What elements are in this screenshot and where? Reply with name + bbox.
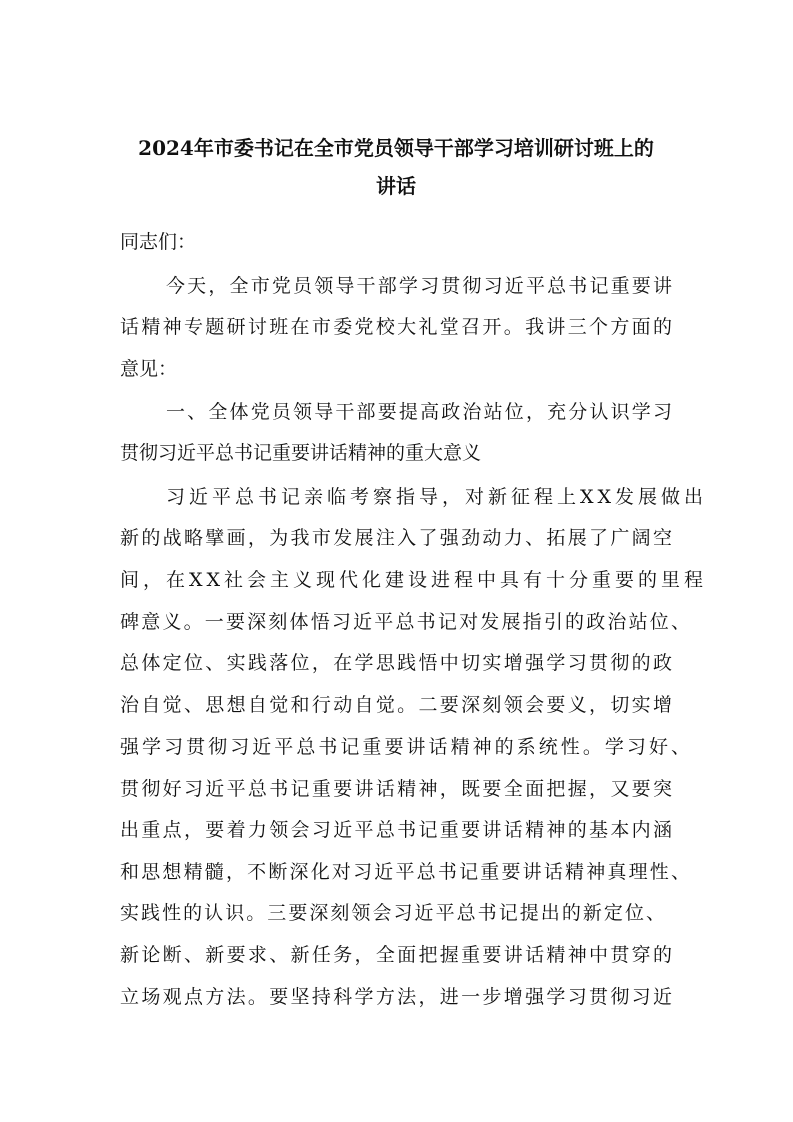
- body-line: 强学习贯彻习近平总书记重要讲话精神的系统性。学习好、: [120, 736, 690, 758]
- body-line: 话精神专题研讨班在市委党校大礼堂召开。我讲三个方面的: [120, 316, 672, 338]
- salutation: 同志们：: [120, 231, 197, 253]
- body-line: 新论断、新要求、新任务，全面把握重要讲话精神中贯穿的: [120, 944, 672, 966]
- section-heading-line: 一、全体党员领导干部要提高政治站位，充分认识学习: [166, 401, 672, 423]
- document-title-line-2: 讲话: [376, 174, 416, 198]
- body-line: 出重点，要着力领会习近平总书记重要讲话精神的基本内涵: [120, 819, 672, 841]
- body-line: 实践性的认识。三要深刻领会习近平总书记提出的新定位、: [120, 902, 665, 924]
- body-line: 立场观点方法。要坚持科学方法，进一步增强学习贯彻习近: [120, 986, 672, 1008]
- document-title-line-1: 2024年市委书记在全市党员领导干部学习培训研讨班上的: [138, 136, 654, 160]
- section-heading-line: 贯彻习近平总书记重要讲话精神的重大意义: [120, 442, 482, 464]
- body-line: 贯彻好习近平总书记重要讲话精神，既要全面把握，又要突: [120, 778, 672, 800]
- body-line: 总体定位、实践落位，在学思践悟中切实增强学习贯彻的政: [120, 652, 672, 674]
- body-line: 习近平总书记亲临考察指导，对新征程上XX发展做出: [166, 486, 708, 508]
- body-line: 新的战略擘画，为我市发展注入了强劲动力、拓展了广阔空: [120, 527, 672, 549]
- body-line: 今天，全市党员领导干部学习贯彻习近平总书记重要讲: [166, 275, 672, 297]
- body-line: 间，在XX社会主义现代化建设进程中具有十分重要的里程: [120, 569, 708, 591]
- body-line: 碑意义。一要深刻体悟习近平总书记对发展指引的政治站位、: [120, 611, 690, 633]
- body-line: 治自觉、思想自觉和行动自觉。二要深刻领会要义，切实增: [120, 694, 672, 716]
- body-line: 和思想精髓，不断深化对习近平总书记重要讲话精神真理性、: [120, 861, 690, 883]
- body-line: 意见：: [120, 358, 178, 380]
